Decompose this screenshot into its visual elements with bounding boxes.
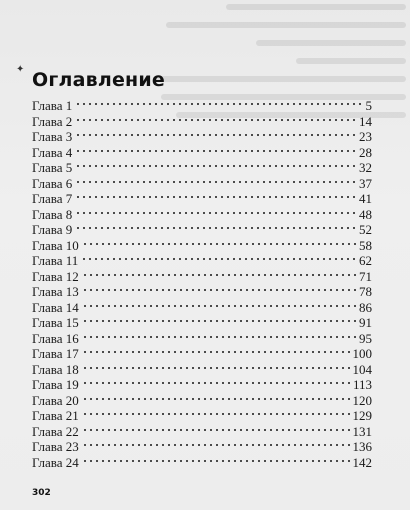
toc-entry-label: Глава 3 — [32, 129, 73, 144]
toc-leader-dots — [81, 252, 356, 262]
toc-leader-dots — [75, 144, 356, 154]
toc-leader-dots — [82, 345, 350, 355]
toc-entry-label: Глава 8 — [32, 206, 73, 222]
toc-leader-dots — [82, 407, 350, 417]
toc-leader-dots — [82, 237, 356, 247]
toc-entry — [32, 424, 372, 440]
toc-entry-label: Глава 17 — [32, 346, 79, 361]
toc-entry — [32, 269, 372, 285]
toc-entry — [32, 439, 372, 455]
toc-entry-page: 71 — [359, 268, 372, 284]
page-number: 302 — [32, 488, 51, 498]
toc-entry-label: Глава 1 — [32, 98, 73, 113]
toc-leader-dots — [82, 330, 356, 340]
toc-leader-dots — [75, 128, 356, 138]
toc-entry-label: Глава 20 — [32, 392, 79, 408]
toc-entry — [32, 284, 372, 300]
toc-entry — [32, 346, 372, 362]
toc-leader-dots — [75, 97, 362, 107]
toc-entry-page: 52 — [359, 222, 372, 237]
toc-entry-label: Глава 16 — [32, 330, 79, 346]
toc-entry — [32, 145, 372, 161]
corner-mark-icon: ✦ — [16, 64, 25, 75]
toc-leader-dots — [82, 454, 350, 464]
toc-entry-page: 104 — [352, 361, 372, 377]
toc-entry-label: Глава 12 — [32, 268, 79, 284]
toc-entry-page: 14 — [359, 113, 372, 129]
toc-entry-page: 129 — [352, 408, 372, 423]
toc-entry — [32, 191, 372, 207]
toc-entry — [32, 129, 372, 145]
toc-entry-page: 100 — [352, 346, 372, 361]
toc-entry-label: Глава 5 — [32, 160, 73, 175]
toc-leader-dots — [75, 159, 356, 169]
toc-entry-label: Глава 10 — [32, 237, 79, 253]
toc-entry-page: 113 — [352, 377, 372, 392]
toc-leader-dots — [82, 361, 350, 371]
toc-entry — [32, 408, 372, 424]
toc-entry — [32, 300, 372, 316]
toc-entry — [32, 455, 372, 471]
toc-leader-dots — [75, 175, 356, 185]
toc-entry-page: 86 — [359, 299, 372, 315]
toc-entry — [32, 114, 372, 130]
toc-entry-page: 62 — [359, 253, 372, 268]
toc-entry — [32, 160, 372, 176]
toc-entry-label: Глава 18 — [32, 361, 79, 377]
toc-entry-label: Глава 6 — [32, 175, 73, 191]
toc-heading: Оглавление — [32, 69, 165, 91]
toc-entry-label: Глава 9 — [32, 222, 73, 237]
toc-entry-label: Глава 22 — [32, 423, 79, 439]
toc-list — [32, 98, 372, 470]
toc-entry-page: 58 — [359, 237, 372, 253]
toc-leader-dots — [82, 392, 350, 402]
toc-entry-label: Глава 4 — [32, 144, 73, 160]
toc-entry-label: Глава 24 — [32, 454, 79, 470]
toc-entry-page: 136 — [352, 439, 372, 454]
toc-leader-dots — [82, 283, 356, 293]
toc-entry-label: Глава 14 — [32, 299, 79, 315]
toc-entry — [32, 222, 372, 238]
toc-entry — [32, 393, 372, 409]
toc-entry — [32, 238, 372, 254]
toc-leader-dots — [75, 206, 356, 216]
toc-entry — [32, 207, 372, 223]
toc-entry-page: 142 — [352, 454, 372, 470]
toc-entry-page: 5 — [365, 98, 372, 113]
toc-entry-label: Глава 15 — [32, 315, 79, 330]
toc-leader-dots — [75, 190, 356, 200]
toc-entry-page: 37 — [359, 175, 372, 191]
toc-entry-label: Глава 11 — [32, 253, 79, 268]
toc-entry — [32, 253, 372, 269]
toc-entry — [32, 377, 372, 393]
toc-entry-label: Глава 21 — [32, 408, 79, 423]
toc-entry-label: Глава 19 — [32, 377, 79, 392]
toc-entry — [32, 362, 372, 378]
toc-leader-dots — [75, 221, 356, 231]
toc-entry-page: 23 — [359, 129, 372, 144]
toc-entry-page: 28 — [359, 144, 372, 160]
toc-entry — [32, 315, 372, 331]
toc-entry-page: 91 — [359, 315, 372, 330]
toc-entry-page: 41 — [359, 191, 372, 206]
toc-leader-dots — [82, 268, 356, 278]
toc-entry-label: Глава 7 — [32, 191, 73, 206]
toc-entry-page: 95 — [359, 330, 372, 346]
toc-leader-dots — [82, 438, 350, 448]
toc-entry-label: Глава 2 — [32, 113, 73, 129]
toc-entry — [32, 331, 372, 347]
toc-entry-label: Глава 13 — [32, 284, 79, 299]
toc-entry — [32, 98, 372, 114]
toc-entry-page: 32 — [359, 160, 372, 175]
toc-entry-page: 78 — [359, 284, 372, 299]
toc-entry-label: Глава 23 — [32, 439, 79, 454]
toc-entry-page: 120 — [352, 392, 372, 408]
toc-entry — [32, 176, 372, 192]
toc-leader-dots — [82, 299, 356, 309]
toc-leader-dots — [82, 376, 350, 386]
toc-entry-page: 48 — [359, 206, 372, 222]
toc-entry-page: 131 — [352, 423, 372, 439]
toc-leader-dots — [82, 423, 350, 433]
toc-leader-dots — [82, 314, 356, 324]
toc-leader-dots — [75, 113, 356, 123]
